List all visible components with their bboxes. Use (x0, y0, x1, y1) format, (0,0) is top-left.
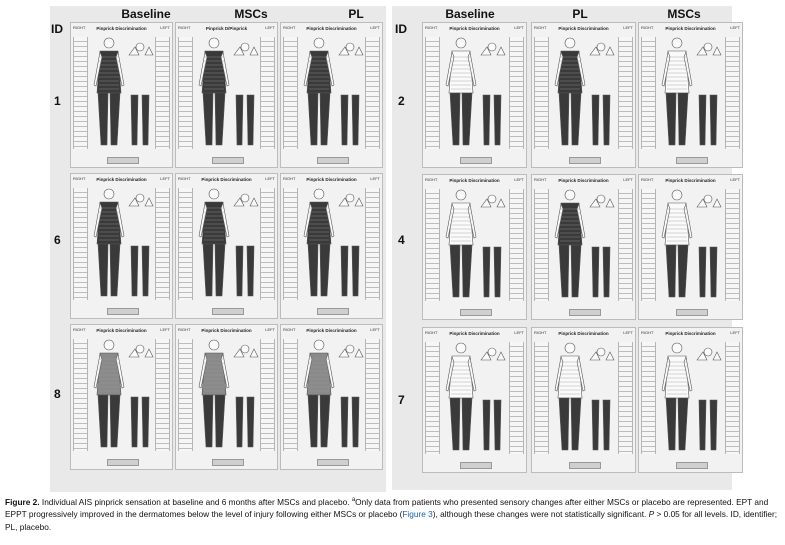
chart-footer-box (107, 308, 139, 315)
left-row-id-2: 8 (54, 387, 61, 401)
caption-figure-link[interactable]: Figure 3 (402, 509, 433, 520)
score-column-right (283, 339, 298, 451)
score-column-left (509, 342, 524, 454)
chart-left-label: LEFT (730, 25, 740, 30)
chart-title: Pinprick Discrimination (558, 178, 609, 183)
score-column-right (178, 37, 193, 149)
sensory-chart-left-6-0 (70, 173, 173, 319)
chart-left-label: LEFT (623, 177, 633, 182)
chart-title: Pinprick Discrimination (665, 178, 716, 183)
chart-title: Pinprick Discrimination (96, 328, 147, 333)
chart-right-label: RIGHT (534, 25, 547, 30)
body-dermatome-diagram (548, 33, 620, 158)
score-column-right (73, 188, 88, 300)
body-dermatome-diagram (297, 335, 369, 460)
sensory-chart-left-8-1 (175, 324, 278, 470)
chart-left-label: LEFT (514, 330, 524, 335)
sensory-chart-left-6-1 (175, 173, 278, 319)
caption-text-4: > 0.05 for all levels. ID, identifier; PL, placebo. (5, 509, 778, 532)
score-column-left (509, 189, 524, 301)
score-column-left (725, 37, 740, 149)
chart-title: Pinprick Discrimination (96, 26, 147, 31)
chart-left-label: LEFT (265, 327, 275, 332)
chart-left-label: LEFT (370, 176, 380, 181)
chart-left-label: LEFT (370, 327, 380, 332)
sensory-chart-right-4-0 (422, 174, 527, 320)
chart-title: Pinprick Discrimination (665, 26, 716, 31)
body-dermatome-diagram (192, 335, 264, 460)
right-figure-panel (392, 6, 740, 490)
chart-footer-box (212, 459, 244, 466)
body-dermatome-diagram (297, 184, 369, 309)
chart-right-label: RIGHT (641, 330, 654, 335)
body-dermatome-diagram (548, 338, 620, 463)
chart-title: Pinprick Discrimination (306, 328, 357, 333)
score-column-right (73, 339, 88, 451)
sensory-chart-left-1-2 (280, 22, 383, 168)
left-row-id-1: 6 (54, 233, 61, 247)
sensory-chart-left-8-2 (280, 324, 383, 470)
caption-label: Figure 2. (5, 496, 40, 507)
chart-right-label: RIGHT (178, 25, 191, 30)
chart-left-label: LEFT (160, 327, 170, 332)
sensory-chart-left-8-0 (70, 324, 173, 470)
body-dermatome-diagram (297, 33, 369, 158)
chart-footer-box (212, 308, 244, 315)
chart-left-label: LEFT (514, 25, 524, 30)
chart-left-label: LEFT (265, 25, 275, 30)
score-column-right (425, 189, 440, 301)
chart-title: Pinprick Discrimination (201, 328, 252, 333)
left-id-header: ID (51, 22, 63, 36)
chart-right-label: RIGHT (73, 176, 86, 181)
caption-text-2: Only data from patients who presented sensory changes after either MSCs or placebo are represented. EPT and EPPT progressively improved in the dermatomes below the level of injury following either MSCs or placebo ( (5, 496, 769, 520)
sensory-chart-right-7-0 (422, 327, 527, 473)
score-column-right (534, 189, 549, 301)
body-dermatome-diagram (439, 338, 511, 463)
chart-right-label: RIGHT (283, 25, 296, 30)
chart-title: Pinprick Discrimination (96, 177, 147, 182)
score-column-left (725, 189, 740, 301)
chart-title: Pinprick Discrimination (201, 177, 252, 182)
chart-left-label: LEFT (730, 177, 740, 182)
body-dermatome-diagram (87, 184, 159, 309)
left-col-header-2: PL (348, 7, 364, 21)
figure-caption (5, 494, 781, 533)
right-row-id-1: 4 (398, 233, 405, 247)
left-figure-panel (50, 6, 386, 492)
chart-right-label: RIGHT (425, 330, 438, 335)
chart-footer-box (569, 157, 601, 164)
body-dermatome-diagram (655, 185, 727, 310)
body-dermatome-diagram (439, 185, 511, 310)
chart-footer-box (676, 309, 708, 316)
chart-left-label: LEFT (623, 330, 633, 335)
chart-footer-box (107, 459, 139, 466)
sensory-chart-right-4-1 (531, 174, 636, 320)
chart-right-label: RIGHT (641, 177, 654, 182)
chart-left-label: LEFT (160, 25, 170, 30)
chart-right-label: RIGHT (425, 25, 438, 30)
chart-title: Pinprick Discrimination (306, 26, 357, 31)
chart-left-label: LEFT (730, 330, 740, 335)
left-col-header-1: MSCs (234, 7, 268, 21)
score-column-right (534, 37, 549, 149)
sensory-chart-left-1-1 (175, 22, 278, 168)
chart-footer-box (569, 462, 601, 469)
body-dermatome-diagram (548, 185, 620, 310)
score-column-left (509, 37, 524, 149)
right-col-header-2: MSCs (667, 7, 701, 21)
chart-title: Pinprick Discrimination (306, 177, 357, 182)
right-col-header-1: PL (572, 7, 588, 21)
body-dermatome-diagram (655, 338, 727, 463)
left-col-header-0: Baseline (121, 7, 171, 21)
score-column-right (283, 37, 298, 149)
chart-right-label: RIGHT (534, 177, 547, 182)
chart-right-label: RIGHT (73, 25, 86, 30)
sensory-chart-right-7-1 (531, 327, 636, 473)
sensory-chart-right-2-2 (638, 22, 743, 168)
score-column-left (618, 37, 633, 149)
body-dermatome-diagram (439, 33, 511, 158)
chart-footer-box (317, 308, 349, 315)
sensory-chart-right-2-0 (422, 22, 527, 168)
score-column-right (641, 342, 656, 454)
chart-right-label: RIGHT (283, 176, 296, 181)
chart-title: Pinprick Discrimination (449, 26, 500, 31)
sensory-chart-right-2-1 (531, 22, 636, 168)
sensory-chart-right-7-2 (638, 327, 743, 473)
chart-right-label: RIGHT (641, 25, 654, 30)
chart-title: Pinprick Discrimination (665, 331, 716, 336)
score-column-right (534, 342, 549, 454)
chart-footer-box (460, 309, 492, 316)
chart-right-label: RIGHT (73, 327, 86, 332)
chart-left-label: LEFT (265, 176, 275, 181)
body-dermatome-diagram (192, 33, 264, 158)
caption-superscript: a (351, 497, 356, 503)
sensory-chart-right-4-2 (638, 174, 743, 320)
body-dermatome-diagram (87, 33, 159, 158)
chart-left-label: LEFT (514, 177, 524, 182)
score-column-left (725, 342, 740, 454)
right-row-id-2: 7 (398, 393, 405, 407)
chart-right-label: RIGHT (534, 330, 547, 335)
chart-footer-box (317, 157, 349, 164)
chart-footer-box (317, 459, 349, 466)
score-column-right (425, 37, 440, 149)
score-column-right (425, 342, 440, 454)
body-dermatome-diagram (87, 335, 159, 460)
caption-p-italic: P (648, 509, 655, 520)
sensory-chart-left-6-2 (280, 173, 383, 319)
chart-title: Pinprick Discrimination (558, 26, 609, 31)
chart-title: Pinprick Discrimination (449, 331, 500, 336)
caption-text-1: Individual AIS pinprick sensation at baseline and 6 months after MSCs and placebo. (39, 496, 352, 507)
chart-title: Pinprick Discrimination (558, 331, 609, 336)
caption-text-3: ), although these changes were not statistically significant. (432, 509, 649, 520)
chart-left-label: LEFT (623, 25, 633, 30)
chart-footer-box (212, 157, 244, 164)
chart-footer-box (460, 157, 492, 164)
score-column-right (178, 188, 193, 300)
chart-right-label: RIGHT (178, 176, 191, 181)
chart-footer-box (569, 309, 601, 316)
score-column-right (178, 339, 193, 451)
score-column-left (618, 189, 633, 301)
chart-footer-box (676, 157, 708, 164)
score-column-left (618, 342, 633, 454)
chart-footer-box (460, 462, 492, 469)
chart-footer-box (676, 462, 708, 469)
body-dermatome-diagram (655, 33, 727, 158)
left-row-id-0: 1 (54, 94, 61, 108)
right-id-header: ID (395, 22, 407, 36)
chart-right-label: RIGHT (283, 327, 296, 332)
right-col-header-0: Baseline (445, 7, 495, 21)
score-column-right (641, 189, 656, 301)
chart-right-label: RIGHT (425, 177, 438, 182)
sensory-chart-left-1-0 (70, 22, 173, 168)
chart-footer-box (107, 157, 139, 164)
score-column-right (641, 37, 656, 149)
right-row-id-0: 2 (398, 94, 405, 108)
score-column-right (73, 37, 88, 149)
chart-left-label: LEFT (160, 176, 170, 181)
body-dermatome-diagram (192, 184, 264, 309)
chart-right-label: RIGHT (178, 327, 191, 332)
chart-left-label: LEFT (370, 25, 380, 30)
chart-title: Pinprick Discrimination (449, 178, 500, 183)
score-column-right (283, 188, 298, 300)
chart-title: Pinprick D/Pinprick (205, 26, 248, 31)
